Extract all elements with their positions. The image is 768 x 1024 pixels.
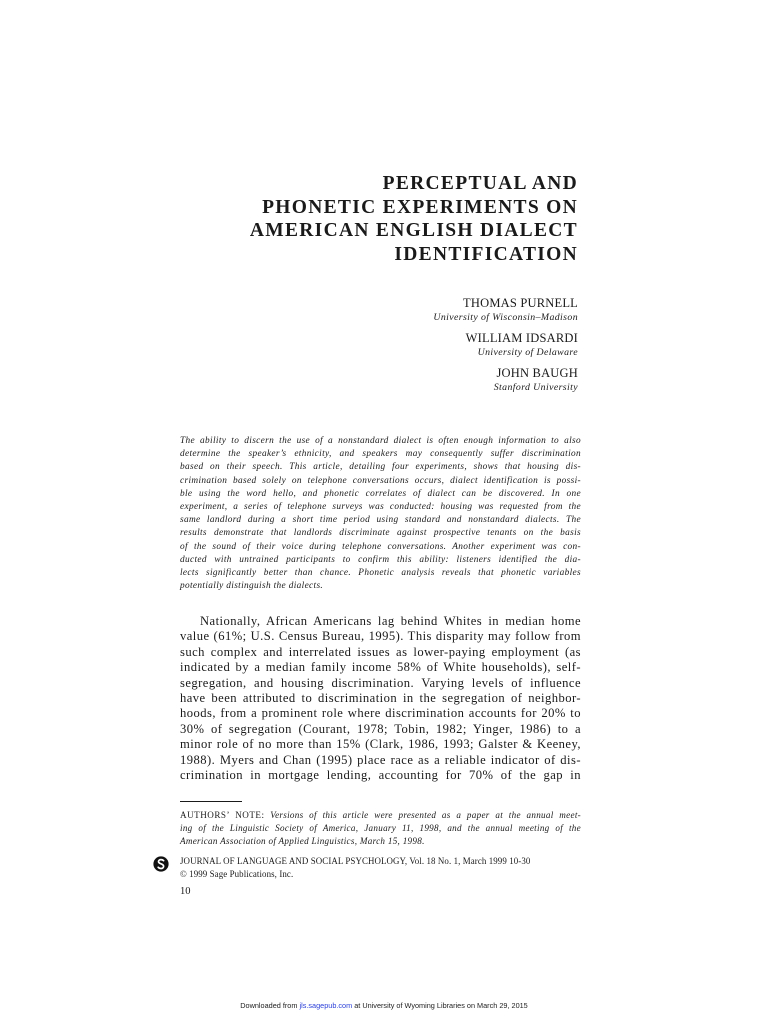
note-line: American Association of Applied Linguistics, March 15, 1998. — [180, 836, 425, 846]
abstract-line: The ability to discern the use of a nonstandard dialect is often enough information to also — [180, 436, 581, 446]
body-line: value (61%; U.S. Census Bureau, 1995). This disparity may follow from — [180, 629, 581, 644]
abstract — [180, 435, 581, 593]
download-suffix: at University of Wyoming Libraries on March 29, 2015 — [352, 1001, 528, 1010]
journal-citation — [180, 855, 581, 880]
title-line: PERCEPTUAL AND — [382, 173, 578, 194]
abstract-line: determine the speaker’s ethnicity, and speakers may consequently suffer discrimination — [180, 449, 581, 460]
body-line: 1988). Myers and Chan (1995) place race as a reliable indicator of dis- — [180, 752, 581, 767]
title-line: AMERICAN ENGLISH DIALECT — [249, 220, 578, 241]
note-label: AUTHORS’ NOTE: — [180, 810, 265, 820]
note-line: ing of the Linguistic Society of America, January 11, 1998, and the annual meeting of the — [180, 823, 581, 833]
abstract-line: ducted with untrained participants to confirm this ability: listeners identified the dia- — [180, 554, 581, 565]
author-name: JOHN BAUGH — [496, 366, 578, 380]
note-text: Versions of this article were presented as a paper at the annual meet- — [264, 810, 581, 820]
title-line: IDENTIFICATION — [394, 243, 578, 265]
download-prefix: Downloaded from — [240, 1001, 300, 1010]
author-name: WILLIAM IDSARDI — [465, 331, 578, 345]
body-line: minor role of no more than 15% (Clark, 1986, 1993; Galster & Keeney, — [180, 737, 581, 752]
body-line: have been attributed to discrimination in the segregation of neighbor- — [180, 691, 581, 706]
abstract-line: results demonstrate that landlords discriminate against prospective tenants on the basis — [180, 528, 581, 539]
article-title — [180, 172, 578, 266]
body-paragraph — [180, 614, 581, 783]
author-name: THOMAS PURNELL — [463, 296, 578, 310]
abstract-line: experiment, a series of telephone surveys was conducted: housing was requested from the — [180, 502, 581, 513]
body-line: segregation, and housing discrimination. Varying levels of influence — [180, 675, 581, 690]
abstract-line: crimination based solely on telephone conversations occurs, dialect identification is possi- — [180, 475, 581, 486]
author-affiliation: University of Wisconsin–Madison — [433, 312, 578, 323]
abstract-line: based on their speech. This article, detailing four experiments, shows that housing dis- — [180, 462, 581, 473]
note-line — [180, 809, 581, 822]
author-list — [300, 296, 578, 401]
page-number: 10 — [180, 886, 191, 897]
body-line: 30% of segregation (Courant, 1978; Tobin, 1982; Yinger, 1986) to a — [180, 721, 581, 736]
body-line: hoods, from a prominent role where discrimination accounts for 20% to — [180, 706, 581, 721]
journal-site-link[interactable]: jls.sagepub.com — [299, 1001, 353, 1010]
abstract-line: same landlord during a short time period using standard and nonstandard dialects. The — [180, 515, 581, 526]
abstract-line: potentially distinguish the dialects. — [180, 581, 324, 592]
abstract-line: ble using the word hello, and phonetic correlates of dialect can be discovered. In one — [180, 488, 581, 499]
copyright-notice: © 1999 Sage Publications, Inc. — [180, 868, 294, 879]
title-line: PHONETIC EXPERIMENTS ON — [262, 196, 578, 218]
author-affiliation: University of Delaware — [477, 347, 578, 358]
journal-reference: JOURNAL OF LANGUAGE AND SOCIAL PSYCHOLOGY, Vol. 18 No. 1, March 1999 10-30 — [180, 856, 531, 866]
body-line: crimination in mortgage lending, accounting for 70% of the gap in — [180, 768, 581, 783]
authors-note — [180, 809, 581, 848]
footnote-divider — [180, 801, 242, 802]
body-line: such complex and interrelated issues as lower-paying employment (as — [180, 644, 581, 659]
body-line: indicated by a median family income 58% of White households), self- — [180, 660, 581, 675]
abstract-line: lects significantly better than chance. Phonetic analysis reveals that phonetic variables — [180, 568, 581, 579]
author-affiliation: Stanford University — [493, 382, 578, 393]
body-line: Nationally, African Americans lag behind Whites in median home — [200, 614, 581, 628]
download-notice — [0, 1001, 768, 1011]
sage-logo-icon — [153, 856, 169, 872]
abstract-line: of the sound of their voice during telephone conversations. Another experiment was con- — [180, 541, 581, 552]
